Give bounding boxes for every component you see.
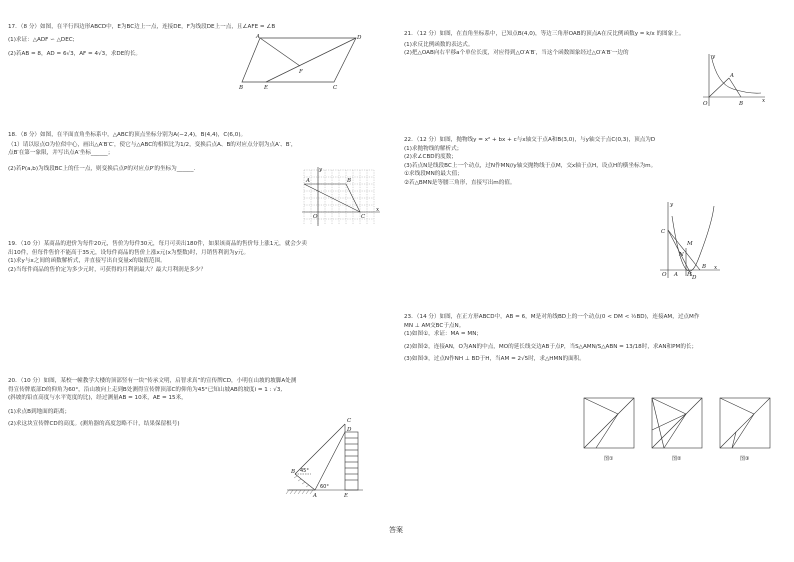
q23-line-4: (2)如图②，连接AN，O为AN的中点，MO的延长线交边AB于点P，当S△AMN/S△ABN = 13/18时，求AN和PM的长； <box>404 343 698 350</box>
q18-label-y: y <box>319 167 323 173</box>
q20-line-4: (1)求点B到地面的距离； <box>8 408 71 415</box>
q22-label-A: A <box>674 272 678 278</box>
q23-caption-1: 图① <box>604 456 614 462</box>
q22-label-M: M <box>687 241 693 247</box>
q18-label-x: x <box>376 207 380 213</box>
q18-line-3: 点B′在第一象限，并写出点A′坐标______； <box>8 150 114 157</box>
q22-parabola-figure <box>656 200 722 280</box>
q20-building-figure <box>283 416 369 500</box>
q21-label-y: y <box>712 54 716 60</box>
q22-line-6: ②若△BMN是等腰三角形，直接写出m的值。 <box>404 179 516 186</box>
q17-label-B: B <box>239 85 244 90</box>
question-22 <box>404 136 656 188</box>
q17-label-C: C <box>333 85 338 90</box>
q20-label-B: B <box>291 469 296 475</box>
q20-line-2: 得宣传牌底部D的仰角为60°，沿山坡向上走到B处测得宣传牌顶部C的仰角为45°已知山坡AB的坡度i = 1 : √3, <box>8 386 283 393</box>
q21-label-A: A <box>730 73 734 79</box>
q22-label-H: H <box>687 272 692 278</box>
q17-label-F: F <box>299 69 303 75</box>
q22-line-4: (3)若点N是线段BC上一个动点，过N作MN//y轴交抛物线于点M，交x轴于点H，设点H的横坐标为m。 <box>404 162 657 169</box>
q23-line-1: 23．（14 分）如图，在正方形ABCD中，AB = 6，M是对角线BD上的一个动点(0 < DM < ½BD)，连接AM，过点M作 <box>404 314 700 320</box>
q22-line-5: ①求线段MN的最大值； <box>404 171 463 178</box>
q22-label-D: D <box>692 275 697 280</box>
q23-line-2: MN ⊥ AM交BC于点N。 <box>404 322 465 329</box>
q17-label-D: D <box>357 35 362 41</box>
q18-line-4: (2)若P(a,b)为线段BC上的任一点，则变换后点P的对应点P′的坐标为______. <box>8 165 196 172</box>
q22-label-x: x <box>714 265 718 271</box>
q18-label-A: A <box>306 178 310 184</box>
q22-line-1: 22．（12 分）如图，抛物线y = x² + bx + c与x轴交于点A和B(3,0)，与y轴交于点C(0,3)，顶点为D <box>404 137 656 143</box>
q18-label-B: B <box>347 178 352 184</box>
q23-line-5: (3)如图③，过点N作NH ⊥ BD于H，当AM = 2√5时，求△HMN的面积。 <box>404 356 585 363</box>
q22-label-y: y <box>670 202 674 208</box>
q19-line-2: 出10件，但每件售价不能高于35元，设每件商品的售价上涨x元(x为整数)时，月销售利润为y元。 <box>8 249 250 256</box>
q18-label-O: O <box>313 214 318 220</box>
question-18 <box>8 131 296 173</box>
q18-line-2: （1）请以原点O为位似中心，画出△A′B′C′，使它与△ABC的相似比为1/2，变换后点A、B的对应点分别为点A′、B′， <box>8 141 297 148</box>
q18-line-1: 18．（8 分）如图，在平面直角坐标系中，△ABC的顶点坐标分别为A(−2,4)，B(4,4)，C(6,0)。 <box>8 132 247 138</box>
q22-label-N: N <box>679 252 684 258</box>
q23-line-3: (1)如图①，求证：MA = MN； <box>404 331 483 338</box>
q20-label-A: A <box>313 493 317 499</box>
q18-grid-figure <box>298 166 382 228</box>
question-23 <box>404 313 699 364</box>
q18-label-C: C <box>361 214 366 220</box>
q20-line-5: (2)求这块宣传牌CD的高度。(测角器的高度忽略不计，结果保留根号) <box>8 421 180 428</box>
q20-label-D: D <box>347 427 352 433</box>
question-17 <box>8 23 275 59</box>
q22-label-O: O <box>662 272 667 278</box>
q17-figure <box>238 34 362 90</box>
q21-line-2: (1)求反比例函数的表达式。 <box>404 41 474 48</box>
q21-label-B: B <box>739 101 744 107</box>
q22-line-2: (1)求抛物线的解析式； <box>404 145 463 152</box>
q21-label-O: O <box>703 101 708 107</box>
q20-line-3: (斜坡的铅直高度与水平宽度的比)，经过测量AB = 10米，AE = 15米， <box>8 395 187 402</box>
q17-label-E: E <box>264 85 269 90</box>
q19-line-4: (2)当每件商品的售价定为多少元时，可获得的月利润最大？最大月利润是多少？ <box>8 266 207 273</box>
q22-label-C: C <box>661 229 666 235</box>
q20-angle-60: 60° <box>320 484 329 490</box>
q21-figure <box>701 52 767 108</box>
q20-label-E: E <box>344 493 349 499</box>
q21-line-1: 21．（12 分）如图，在直角坐标系中，已知点B(4,0)，等边三角形OAB的顶点A在反比例函数y = k/x 的图象上。 <box>404 31 685 37</box>
q17-line-1: 17．（8 分）如图，在平行四边形ABCD中，E为BC边上一点，连接DE，F为线段DE上一点，且∠AFE = ∠B <box>8 24 276 30</box>
q20-line-1: 20．（10 分）如图，某校一幢教学大楼的顶部竖有一块“传承文明，启智求真”的宣传牌CD，小明在山坡的坡脚A处测 <box>8 378 297 384</box>
q17-line-2: (1)求证：△ADF ∽ △DEC; <box>8 36 75 43</box>
q17-line-3: (2)若AB = 8，AD = 6√3，AF = 4√3，求DE的长。 <box>8 51 142 58</box>
q23-figures <box>578 394 774 464</box>
q20-label-C: C <box>347 418 352 424</box>
question-19 <box>8 240 307 274</box>
question-20 <box>8 377 296 429</box>
q17-label-A: A <box>256 34 260 40</box>
q19-line-1: 19．（10 分）某商品的进价为每件20元，售价为每件30元，每月可卖出180件，如果该商品的售价每上涨1元，就会少卖 <box>8 241 307 247</box>
q20-angle-45: 45° <box>300 468 309 474</box>
q23-caption-3: 图③ <box>740 456 750 462</box>
page-footer-label: 答案 <box>389 526 403 534</box>
q22-line-3: (2)求∠CBD的度数； <box>404 154 457 161</box>
question-21 <box>404 30 684 58</box>
q23-caption-2: 图② <box>672 456 682 462</box>
q21-label-x: x <box>762 98 766 104</box>
q19-line-3: (1)求y与x之间的函数解析式，并直接写出自变量x的取值范围。 <box>8 258 166 265</box>
q21-line-3: (2)把△OAB向右平移a个单位长度，对应得到△O′A′B′，当这个函数图象经过△O′A′B′一边的 <box>404 50 629 57</box>
q22-label-B: B <box>702 264 707 270</box>
